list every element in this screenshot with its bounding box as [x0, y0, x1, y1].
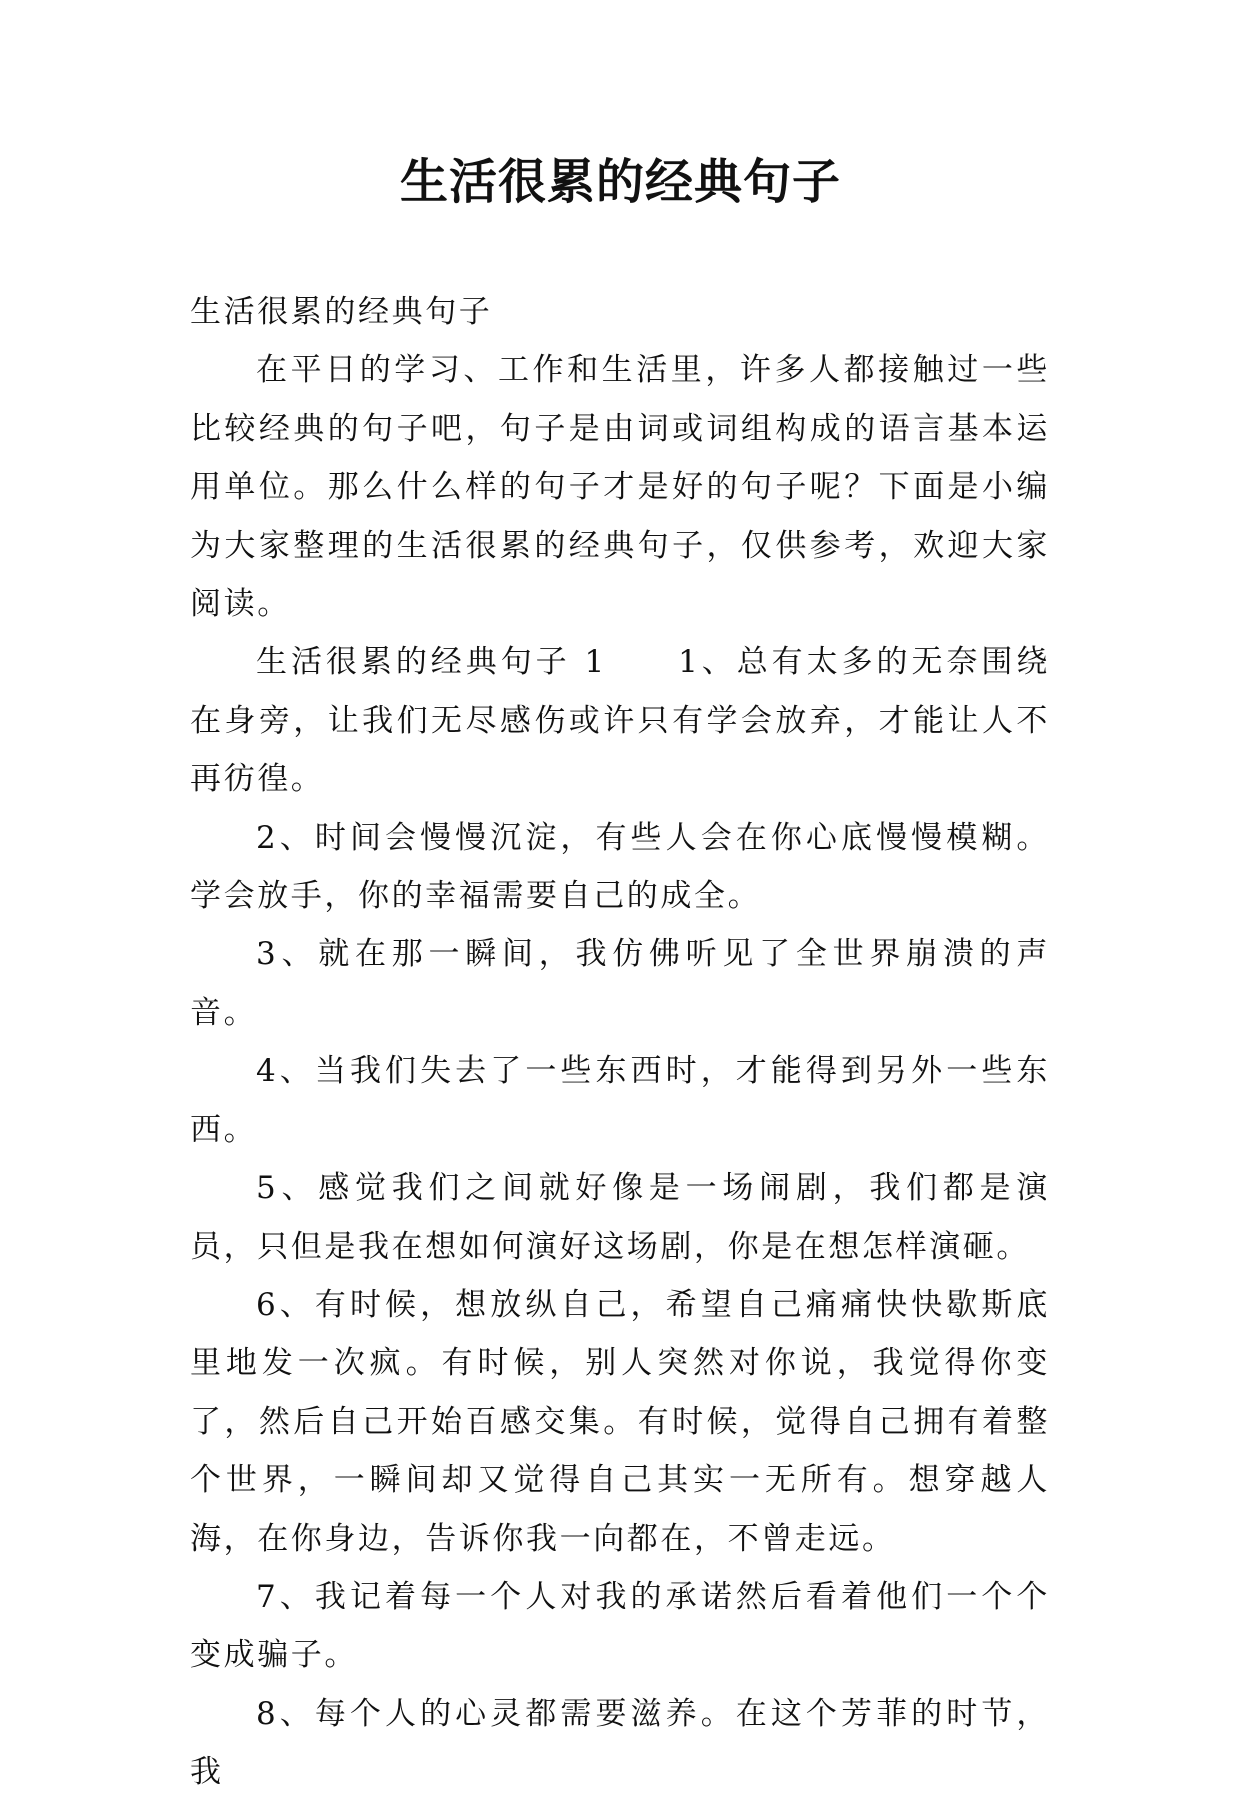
paragraph-item-2: 2、时间会慢慢沉淀，有些人会在你心底慢慢模糊。学会放手，你的幸福需要自己的成全。 [190, 819, 1050, 915]
paragraph-item-8: 8、每个人的心灵都需要滋养。在这个芳菲的时节，我 [190, 1695, 1050, 1791]
paragraph-item-3: 3、就在那一瞬间，我仿佛听见了全世界崩溃的声音。 [190, 936, 1050, 1031]
paragraph-item-6: 6、有时候，想放纵自己，希望自己痛痛快快歇斯底里地发一次疯。有时候，别人突然对你说，我觉得你变了，然后自己开始百感交集。有时候，觉得自己拥有着整个世界，一瞬间却又觉得自己其实一无所有。想穿越人海，在你身边，告诉你我一向都在，不曾走远。 [190, 1286, 1050, 1557]
document-title: 生活很累的经典句子 [399, 154, 841, 210]
paragraph-item-4: 4、当我们失去了一些东西时，才能得到另外一些东西。 [190, 1053, 1050, 1148]
paragraph-section-1: 生活很累的经典句子 1 1、总有太多的无奈围绕在身旁，让我们无尽感伤或许只有学会放弃，才能让人不再彷徨。 [190, 644, 1050, 798]
paragraph-intro: 在平日的学习、工作和生活里，许多人都接触过一些比较经典的句子吧，句子是由词或词组构成的语言基本运用单位。那么什么样的句子才是好的句子呢？下面是小编为大家整理的生活很累的经典句子，仅供参考，欢迎大家阅读。 [190, 352, 1050, 623]
document-body [190, 283, 1050, 1802]
paragraph-subtitle: 生活很累的经典句子 [190, 294, 493, 330]
paragraph-item-7: 7、我记着每一个人对我的承诺然后看着他们一个个变成骗子。 [190, 1578, 1050, 1674]
paragraph-item-5: 5、感觉我们之间就好像是一场闹剧，我们都是演员，只但是我在想如何演好这场剧，你是在想怎样演砸。 [190, 1170, 1050, 1265]
